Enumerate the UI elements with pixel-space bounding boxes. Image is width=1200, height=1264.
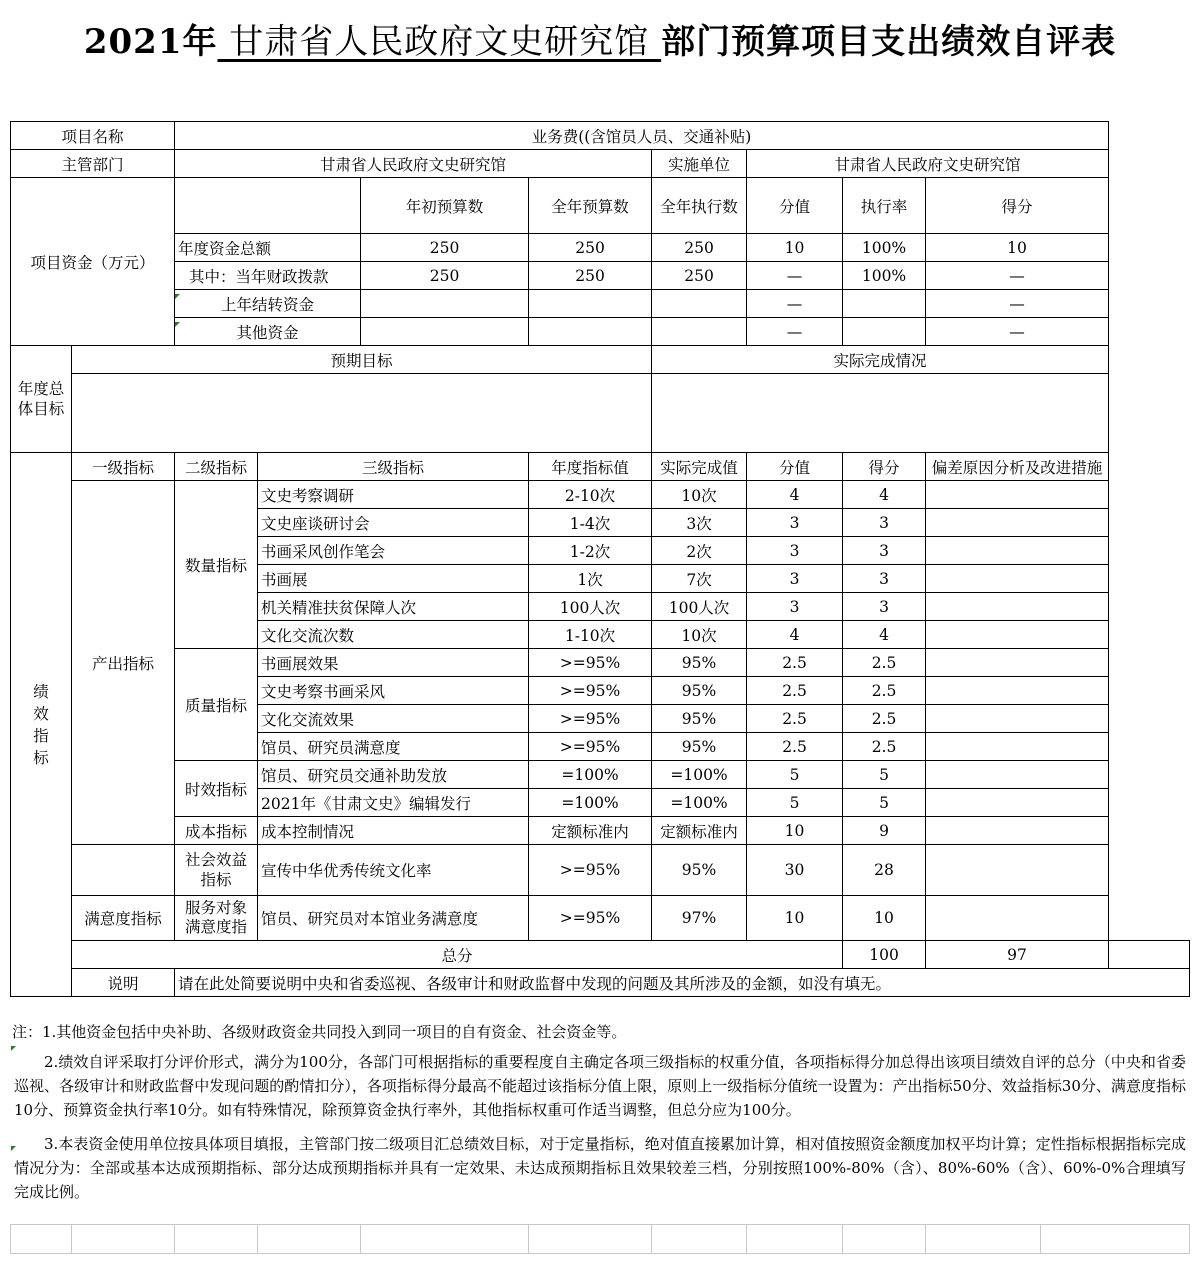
cost-label: 成本指标 <box>175 817 258 845</box>
perf-row-deviation <box>926 537 1109 565</box>
perf-row-name: 文史座谈研讨会 <box>258 509 529 537</box>
perf-row-value: 4 <box>747 621 843 649</box>
page-title <box>10 18 1190 66</box>
social-label: 社会效益指标 <box>175 845 258 896</box>
perf-row-actual: =100% <box>652 761 747 789</box>
funds-header-initial: 年初预算数 <box>361 178 529 234</box>
perf-row-score: 5 <box>843 789 926 817</box>
output-label: 产出指标 <box>72 481 175 845</box>
funds-header-score: 得分 <box>926 178 1109 234</box>
total-value: 100 <box>843 941 926 969</box>
grid-line <box>360 1225 361 1253</box>
perf-header-l2: 二级指标 <box>175 453 258 481</box>
funds-row-score-value: — <box>747 290 843 318</box>
funds-row <box>11 234 1190 262</box>
explain-row <box>11 969 1190 997</box>
funds-row-full: 250 <box>529 262 652 290</box>
perf-row-deviation <box>926 817 1109 845</box>
perf-row-name: 文化交流效果 <box>258 705 529 733</box>
impl-label: 实施单位 <box>652 150 747 178</box>
goals-header-row <box>11 346 1190 374</box>
perf-row-deviation <box>926 649 1109 677</box>
funds-row-rate <box>843 290 926 318</box>
funds-header-full: 全年预算数 <box>529 178 652 234</box>
perf-row-target: >=95% <box>529 733 652 761</box>
title-org: 甘肃省人民政府文史研究馆 <box>217 22 662 62</box>
funds-row-initial <box>361 318 529 346</box>
perf-row-actual: 97% <box>652 896 747 941</box>
perf-row-name: 馆员、研究员满意度 <box>258 733 529 761</box>
perf-row-actual: 10次 <box>652 621 747 649</box>
funds-row-score: 10 <box>926 234 1109 262</box>
perf-row-target: >=95% <box>529 896 652 941</box>
perf-header-l3: 三级指标 <box>258 453 529 481</box>
funds-row-full <box>529 290 652 318</box>
perf-row-value: 4 <box>747 481 843 509</box>
total-label: 总分 <box>72 941 843 969</box>
perf-row-name: 文化交流次数 <box>258 621 529 649</box>
perf-row <box>11 845 1190 896</box>
perf-row-target: 100人次 <box>529 593 652 621</box>
perf-row-target: 1次 <box>529 565 652 593</box>
perf-row-deviation <box>926 896 1109 941</box>
grid-line <box>528 1225 529 1253</box>
total-deviation <box>1109 941 1190 969</box>
perf-row-value: 3 <box>747 537 843 565</box>
grid-line <box>10 1225 11 1253</box>
perf-row-target: >=95% <box>529 705 652 733</box>
grid-line <box>842 1225 843 1253</box>
perf-label-text: 绩效指标 <box>33 682 49 767</box>
perf-row-actual: 3次 <box>652 509 747 537</box>
cell-marker-icon <box>11 1146 16 1151</box>
perf-row-value: 3 <box>747 593 843 621</box>
perf-row-name: 馆员、研究员对本馆业务满意度 <box>258 896 529 941</box>
perf-row-score: 3 <box>843 537 926 565</box>
perf-row-value: 10 <box>747 817 843 845</box>
funds-header-executed: 全年执行数 <box>652 178 747 234</box>
perf-row-target: 2-10次 <box>529 481 652 509</box>
project-name-value: 业务费((含馆员人员、交通补贴) <box>175 122 1109 150</box>
timeliness-label: 时效指标 <box>175 761 258 817</box>
perf-row-value: 2.5 <box>747 649 843 677</box>
cell-marker-icon <box>11 1046 16 1051</box>
perf-row-deviation <box>926 621 1109 649</box>
perf-row <box>11 761 1190 789</box>
funds-row-executed <box>652 290 747 318</box>
perf-header-l1: 一级指标 <box>72 453 175 481</box>
perf-row-value: 5 <box>747 789 843 817</box>
funds-row-rate: 100% <box>843 234 926 262</box>
funds-row-score: — <box>926 318 1109 346</box>
cell-marker-icon <box>175 322 180 327</box>
perf-row-value: 30 <box>747 845 843 896</box>
quantity-label: 数量指标 <box>175 481 258 649</box>
note-2: 2.绩效自评采取打分评价形式，满分为100分，各部门可根据指标的重要程度自主确定各项三级指标的权重分值，各项指标得分加总得出该项目绩效自评的总分（中央和省委巡视、各级审计和财政监督中发现问题的酌情扣分），各项指标得分最高不能超过该指标分值上限，原则上一级指标分值统一设置为：产出指标50分、效益指标30分、满意度指标10分、预算资金执行率10分。如有特殊情况，除预算资金执行率外，其他指标权重可作适当调整，但总分应为100分。 <box>14 1053 1186 1119</box>
perf-row-value: 2.5 <box>747 733 843 761</box>
perf-row-target: >=95% <box>529 649 652 677</box>
explain-label: 说明 <box>72 969 175 997</box>
dept-row <box>11 150 1190 178</box>
perf-row-deviation <box>926 565 1109 593</box>
perf-row-score: 9 <box>843 817 926 845</box>
perf-row-name: 机关精准扶贫保障人次 <box>258 593 529 621</box>
perf-row-score: 10 <box>843 896 926 941</box>
perf-row-name: 文史考察调研 <box>258 481 529 509</box>
goals-expected-content <box>72 374 652 453</box>
perf-row-target: >=95% <box>529 677 652 705</box>
perf-row-actual: 定额标准内 <box>652 817 747 845</box>
funds-header-score-value: 分值 <box>747 178 843 234</box>
perf-row-score: 3 <box>843 593 926 621</box>
perf-row-name: 文史考察书画采风 <box>258 677 529 705</box>
perf-row-target: =100% <box>529 789 652 817</box>
funds-row-label: 其中：当年财政拨款 <box>175 262 361 290</box>
funds-row-executed <box>652 318 747 346</box>
perf-row-score: 2.5 <box>843 733 926 761</box>
funds-row <box>11 262 1190 290</box>
perf-row-actual: 2次 <box>652 537 747 565</box>
project-name-label: 项目名称 <box>11 122 175 150</box>
satisfaction-l1: 满意度指标 <box>72 896 175 941</box>
perf-row-deviation <box>926 761 1109 789</box>
funds-row-initial: 250 <box>361 234 529 262</box>
perf-row-value: 3 <box>747 565 843 593</box>
perf-row-score: 3 <box>843 509 926 537</box>
perf-row <box>11 817 1190 845</box>
perf-row-score: 2.5 <box>843 649 926 677</box>
perf-row-deviation <box>926 845 1109 896</box>
social-l1 <box>72 845 175 896</box>
dept-value: 甘肃省人民政府文史研究馆 <box>175 150 652 178</box>
perf-row-actual: 95% <box>652 649 747 677</box>
funds-label: 项目资金（万元） <box>11 178 175 346</box>
perf-row-score: 2.5 <box>843 705 926 733</box>
perf-row-value: 2.5 <box>747 677 843 705</box>
perf-row-score: 4 <box>843 621 926 649</box>
empty-grid-row <box>10 1224 1190 1254</box>
perf-row-value: 3 <box>747 509 843 537</box>
goals-actual-content <box>652 374 1109 453</box>
perf-row-actual: 95% <box>652 733 747 761</box>
total-row <box>11 941 1190 969</box>
perf-header-value: 分值 <box>747 453 843 481</box>
perf-row-value: 2.5 <box>747 705 843 733</box>
perf-row-target: 定额标准内 <box>529 817 652 845</box>
cell-marker-icon <box>175 294 180 299</box>
perf-row-deviation <box>926 509 1109 537</box>
funds-header-rate: 执行率 <box>843 178 926 234</box>
note-1: 注：1.其他资金包括中央补助、各级财政资金共同投入到同一项目的自有资金、社会资金等。 <box>12 1023 627 1041</box>
project-name-row <box>11 122 1190 150</box>
perf-header-actual: 实际完成值 <box>652 453 747 481</box>
perf-header-target: 年度指标值 <box>529 453 652 481</box>
perf-row-score: 2.5 <box>843 677 926 705</box>
perf-row-name: 成本控制情况 <box>258 817 529 845</box>
evaluation-table <box>10 121 1190 997</box>
grid-line <box>651 1225 652 1253</box>
impl-value: 甘肃省人民政府文史研究馆 <box>747 150 1109 178</box>
perf-row-score: 5 <box>843 761 926 789</box>
perf-row-name: 书画展效果 <box>258 649 529 677</box>
notes <box>10 1020 1190 1204</box>
goals-actual-header: 实际完成情况 <box>652 346 1109 374</box>
funds-row-rate <box>843 318 926 346</box>
perf-row-deviation <box>926 677 1109 705</box>
funds-row-full: 250 <box>529 234 652 262</box>
dept-label: 主管部门 <box>11 150 175 178</box>
goals-content-row <box>11 374 1190 453</box>
quality-label: 质量指标 <box>175 649 258 761</box>
funds-row-score-value: — <box>747 318 843 346</box>
perf-row-actual: 95% <box>652 705 747 733</box>
perf-row-deviation <box>926 705 1109 733</box>
perf-row-actual: =100% <box>652 789 747 817</box>
perf-row-target: >=95% <box>529 845 652 896</box>
goals-expected-header: 预期目标 <box>72 346 652 374</box>
perf-row-deviation <box>926 481 1109 509</box>
funds-row-initial: 250 <box>361 262 529 290</box>
grid-line <box>925 1225 926 1253</box>
perf-row-deviation <box>926 789 1109 817</box>
funds-row-label: 年度资金总额 <box>175 234 361 262</box>
perf-row-actual: 7次 <box>652 565 747 593</box>
grid-line <box>174 1225 175 1253</box>
perf-row-actual: 100人次 <box>652 593 747 621</box>
note-3: 3.本表资金使用单位按具体项目填报，主管部门按二级项目汇总绩效目标，对于定量指标，绝对值直接累加计算，相对值按照资金额度加权平均计算；定性指标根据指标完成情况分为：全部或基本达成预期指标、部分达成预期指标并具有一定效果、未达成预期指标且效果较差三档，分别按照100%-80%（含）、80%-60%（含）、60%-0%合理填写完成比例。 <box>14 1135 1186 1201</box>
grid-line <box>746 1225 747 1253</box>
perf-row-actual: 10次 <box>652 481 747 509</box>
funds-row-score: — <box>926 262 1109 290</box>
perf-row-actual: 95% <box>652 845 747 896</box>
funds-row-score-value: — <box>747 262 843 290</box>
perf-header-score: 得分 <box>843 453 926 481</box>
funds-row-initial <box>361 290 529 318</box>
perf-row-score: 4 <box>843 481 926 509</box>
perf-row-value: 10 <box>747 896 843 941</box>
perf-row-target: =100% <box>529 761 652 789</box>
perf-row-score: 28 <box>843 845 926 896</box>
perf-row-target: 1-10次 <box>529 621 652 649</box>
funds-row <box>11 318 1190 346</box>
perf-row-actual: 95% <box>652 677 747 705</box>
funds-row-full <box>529 318 652 346</box>
perf-row-deviation <box>926 593 1109 621</box>
grid-line <box>71 1225 72 1253</box>
explain-text: 请在此处简要说明中央和省委巡视、各级审计和财政监督中发现的问题及其所涉及的金额，如没有填无。 <box>175 969 1190 997</box>
title-year: 2021年 <box>83 22 218 62</box>
perf-row-score: 3 <box>843 565 926 593</box>
funds-row-label: 其他资金 <box>175 318 361 346</box>
perf-row-deviation <box>926 733 1109 761</box>
funds-corner <box>175 178 361 234</box>
perf-row-target: 1-2次 <box>529 537 652 565</box>
goals-label: 年度总体目标 <box>11 346 72 453</box>
grid-line <box>1189 1225 1190 1253</box>
title-suffix: 部门预算项目支出绩效自评表 <box>661 22 1117 62</box>
funds-row-rate: 100% <box>843 262 926 290</box>
evaluation-sheet <box>10 0 1190 1264</box>
perf-row-name: 书画展 <box>258 565 529 593</box>
perf-header-deviation: 偏差原因分析及改进措施 <box>926 453 1109 481</box>
grid-line <box>1040 1225 1041 1253</box>
perf-row <box>11 649 1190 677</box>
funds-header-row <box>11 178 1190 234</box>
satisfaction-l2: 服务对象满意度指 <box>175 896 258 941</box>
perf-row-name: 宣传中华优秀传统文化率 <box>258 845 529 896</box>
perf-row-name: 书画采风创作笔会 <box>258 537 529 565</box>
funds-row-executed: 250 <box>652 262 747 290</box>
funds-row <box>11 290 1190 318</box>
funds-row-score: — <box>926 290 1109 318</box>
perf-label <box>11 453 72 997</box>
perf-row-name: 2021年《甘肃文史》编辑发行 <box>258 789 529 817</box>
funds-row-executed: 250 <box>652 234 747 262</box>
perf-row <box>11 896 1190 941</box>
grid-line <box>257 1225 258 1253</box>
funds-row-score-value: 10 <box>747 234 843 262</box>
perf-row-value: 5 <box>747 761 843 789</box>
total-score: 97 <box>926 941 1109 969</box>
perf-row-target: 1-4次 <box>529 509 652 537</box>
perf-row <box>11 481 1190 509</box>
funds-row-label: 上年结转资金 <box>175 290 361 318</box>
perf-header-row <box>11 453 1190 481</box>
perf-row-name: 馆员、研究员交通补助发放 <box>258 761 529 789</box>
